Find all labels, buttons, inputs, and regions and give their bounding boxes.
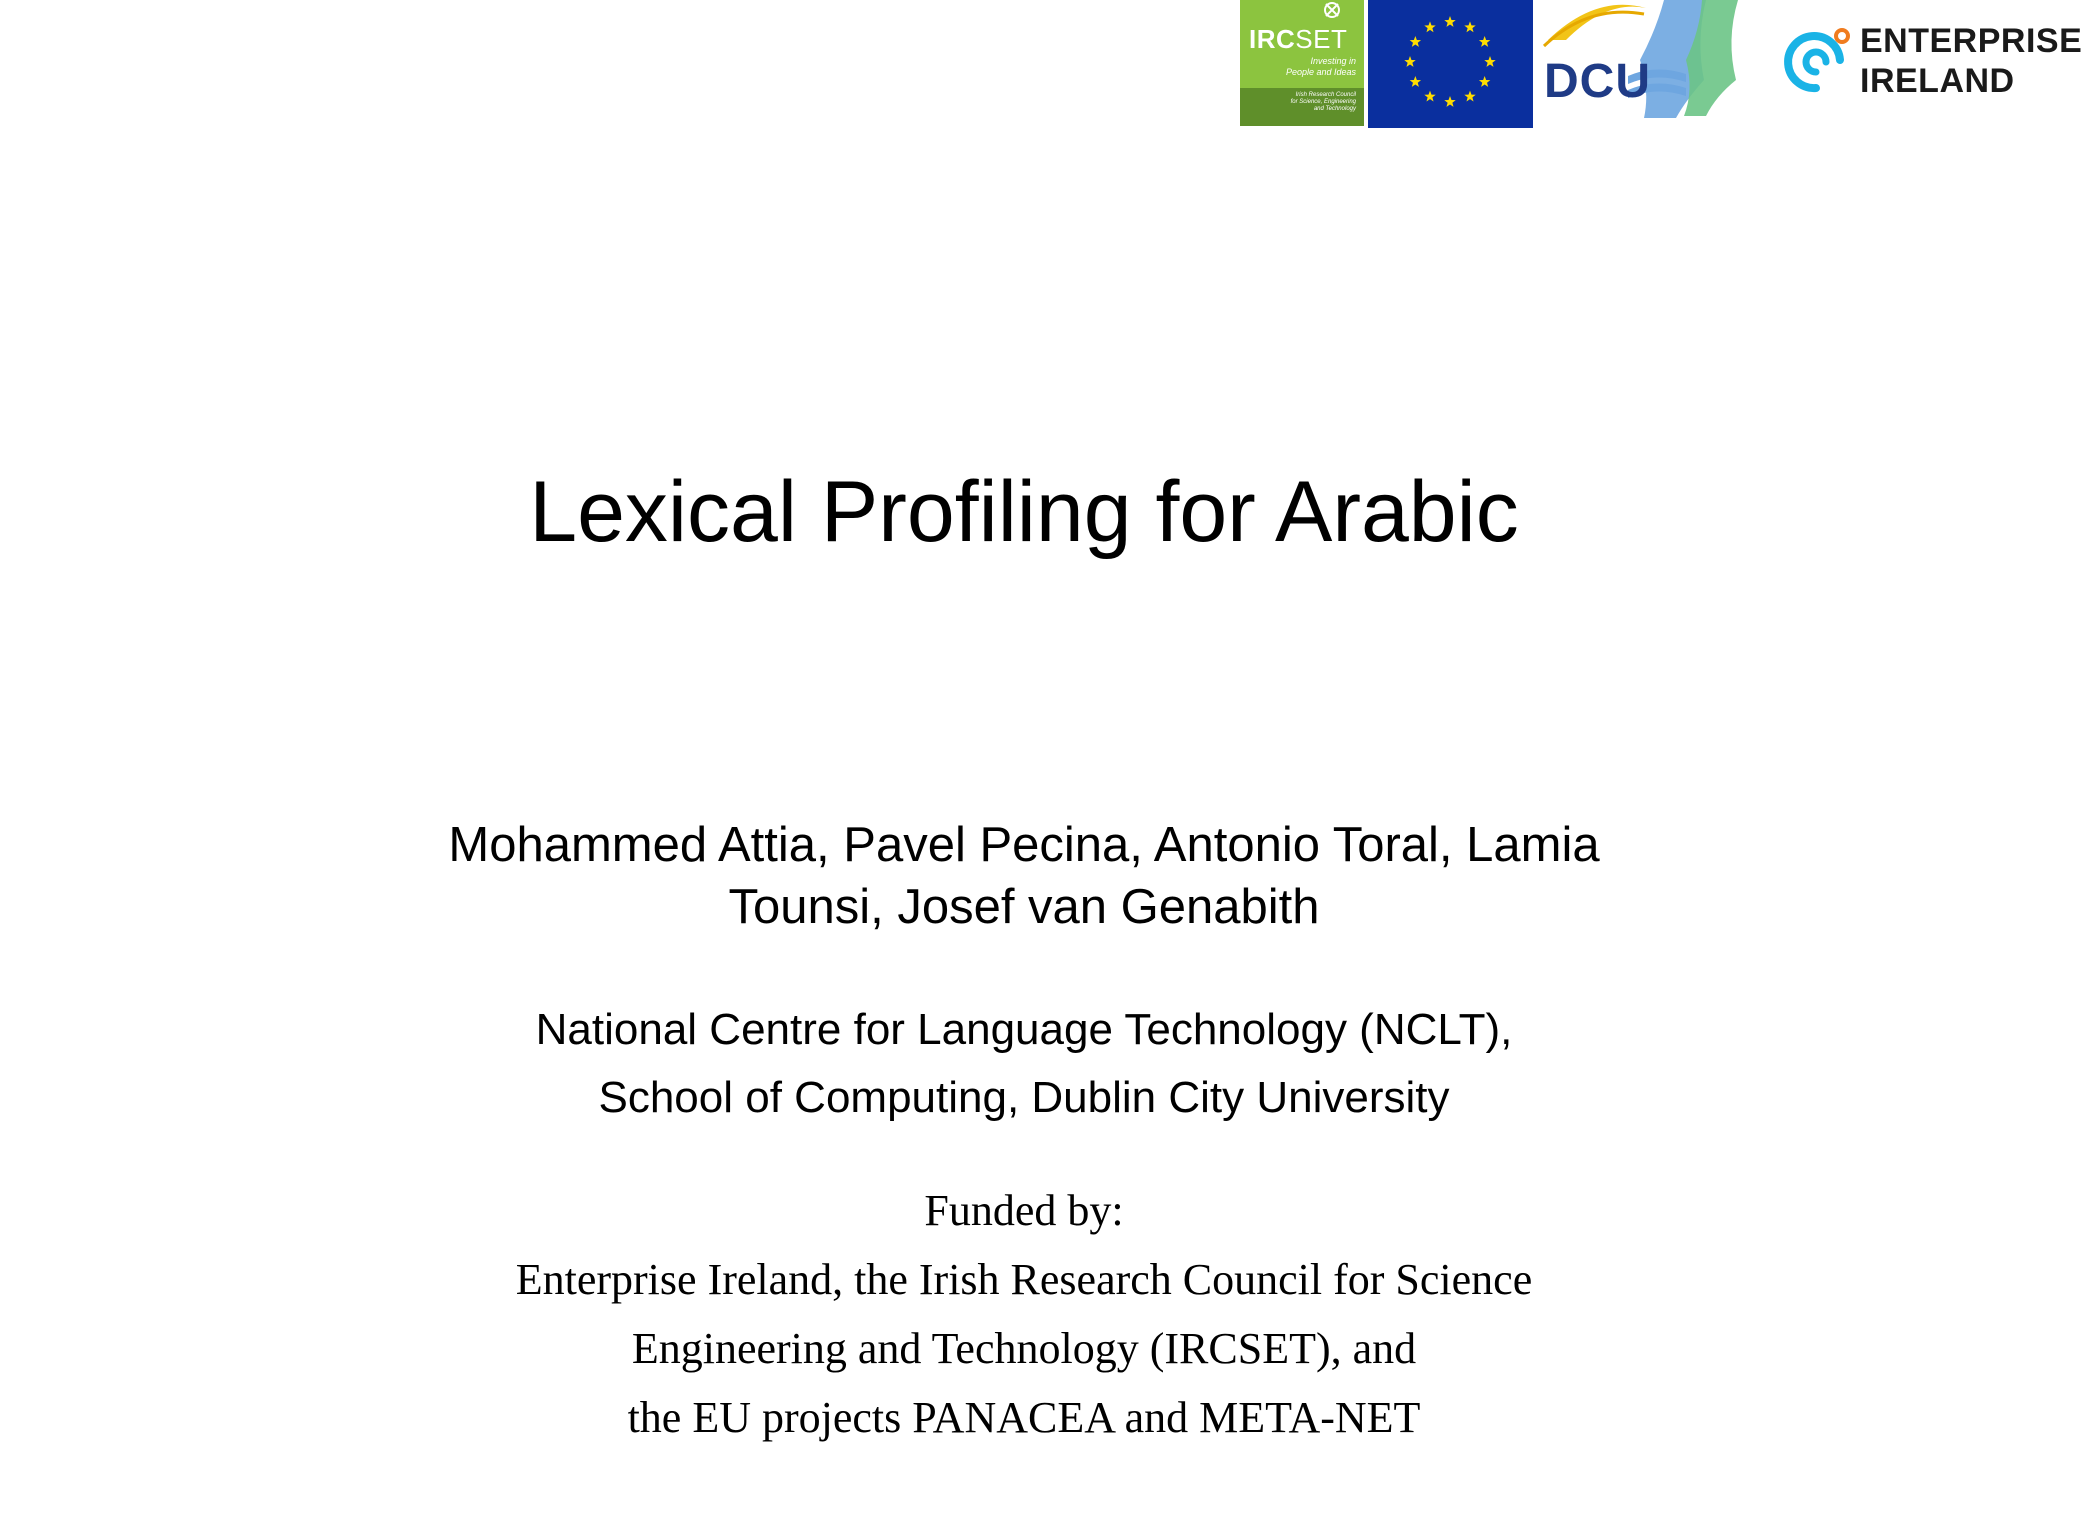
funding-section xyxy=(0,1176,2048,1452)
funding-heading: Funded by: xyxy=(924,1186,1124,1235)
eu-star-icon xyxy=(1444,96,1455,107)
ircset-tagline: Investing in People and Ideas xyxy=(1285,56,1356,77)
eu-star-icon xyxy=(1479,36,1490,47)
eu-star-icon xyxy=(1444,16,1455,27)
ircset-emblem-icon xyxy=(1322,1,1342,19)
dcu-logo xyxy=(1536,0,1768,126)
funding-line: the EU projects PANACEA and META-NET xyxy=(627,1393,1421,1442)
affiliation xyxy=(0,996,2048,1132)
sponsor-logos xyxy=(1240,0,2082,130)
affiliation-line: School of Computing, Dublin City University xyxy=(598,1073,1450,1122)
eu-flag-logo xyxy=(1368,0,1533,128)
dcu-text: DCU xyxy=(1544,55,1651,108)
eu-star-icon xyxy=(1464,91,1475,102)
enterprise-ireland-swirl-icon xyxy=(1780,26,1852,98)
enterprise-ireland-logo xyxy=(1780,0,2082,110)
funding-line: Engineering and Technology (IRCSET), and xyxy=(631,1324,1417,1373)
enterprise-ireland-line1: ENTERPRISE xyxy=(1860,22,2082,60)
authors-text: Mohammed Attia, Pavel Pecina, Antonio Toral, Lamia Tounsi, Josef van Genabith xyxy=(448,818,1600,934)
eu-star-icon xyxy=(1424,21,1435,32)
eu-star-icon xyxy=(1464,21,1475,32)
eu-stars-icon xyxy=(1368,0,1533,128)
eu-star-icon xyxy=(1410,36,1421,47)
affiliation-line: National Centre for Language Technology (NCLT), xyxy=(535,1005,1513,1054)
eu-star-icon xyxy=(1410,76,1421,87)
slide-title: Lexical Profiling for Arabic xyxy=(529,464,1519,560)
ircset-name: IRCSET xyxy=(1249,24,1348,54)
eu-star-icon xyxy=(1424,91,1435,102)
ircset-council-text: Irish Research Council for Science, Engineering and Technology xyxy=(1290,92,1356,112)
eu-star-icon xyxy=(1484,56,1495,67)
enterprise-ireland-line2: IRELAND xyxy=(1860,62,2015,100)
funding-line: Enterprise Ireland, the Irish Research Council for Science xyxy=(515,1255,1533,1304)
eu-star-icon xyxy=(1479,76,1490,87)
eu-star-icon xyxy=(1404,56,1415,67)
ircset-logo xyxy=(1240,0,1364,126)
